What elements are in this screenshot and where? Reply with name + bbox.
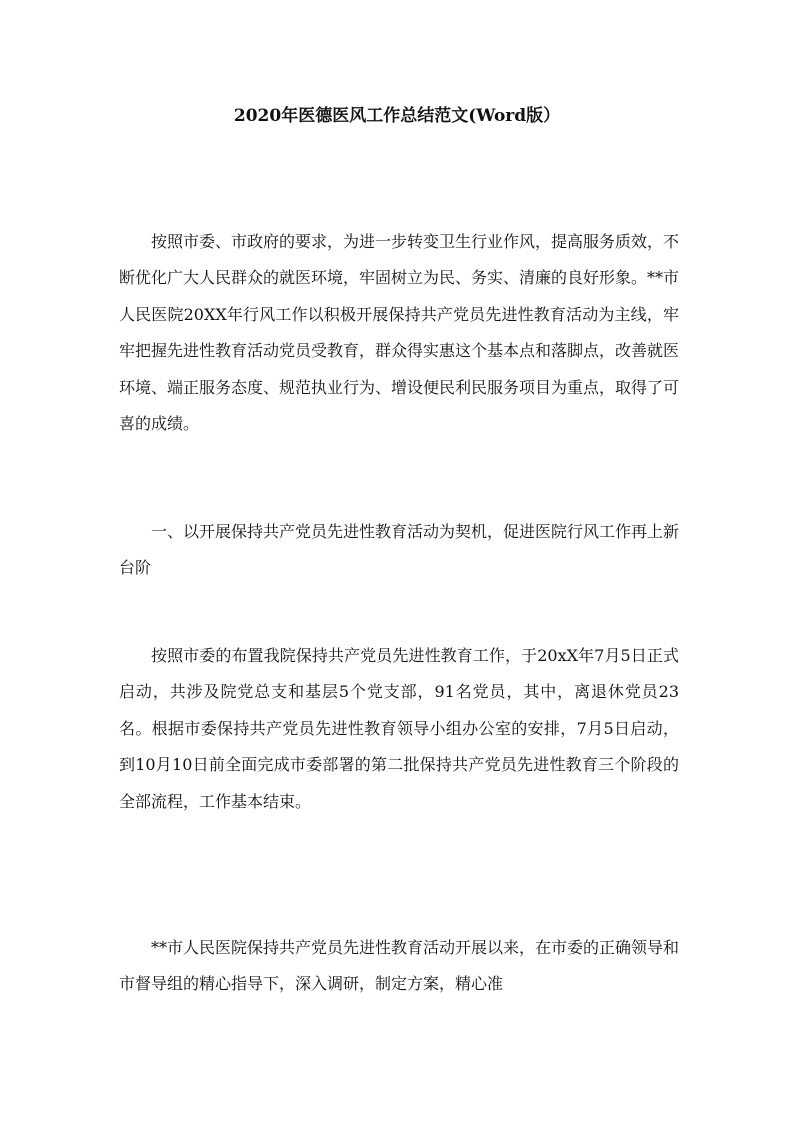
section-heading-1: 一、以开展保持共产党员先进性教育活动为契机，促进医院行风工作再上新台阶	[119, 522, 680, 578]
body-paragraph-progress: **市人民医院保持共产党员先进性教育活动开展以来，在市委的正确领导和市督导组的精心指导下，深入调研，制定方案，精心准	[119, 938, 680, 994]
document-title: 2020年医德医风工作总结范文(Word版）	[233, 106, 561, 126]
body-paragraph-intro: 按照市委、市政府的要求，为进一步转变卫生行业作风，提高服务质效，不断优化广大人民群众的就医环境，牢固树立为民、务实、清廉的良好形象。**市人民医院20XX年行风工作以积极开展保持共产党员先进性教育活动为主线，牢牢把握先进性教育活动党员受教育，群众得实惠这个基本点和落脚点，改善就医环境、端正服务态度、规范执业行为、增设便民利民服务项目为重点，取得了可喜的成绩。	[119, 232, 680, 434]
body-paragraph-launch: 按照市委的布置我院保持共产党员先进性教育工作，于20xX年7月5日正式启动，共涉及院党总支和基层5个党支部，91名党员，其中，离退休党员23名。根据市委保持共产党员先进性教育领导小组办公室的安排，7月5日启动，到10月10日前全面完成市委部署的第二批保持共产党员先进性教育三个阶段的全部流程，工作基本结束。	[119, 646, 679, 811]
